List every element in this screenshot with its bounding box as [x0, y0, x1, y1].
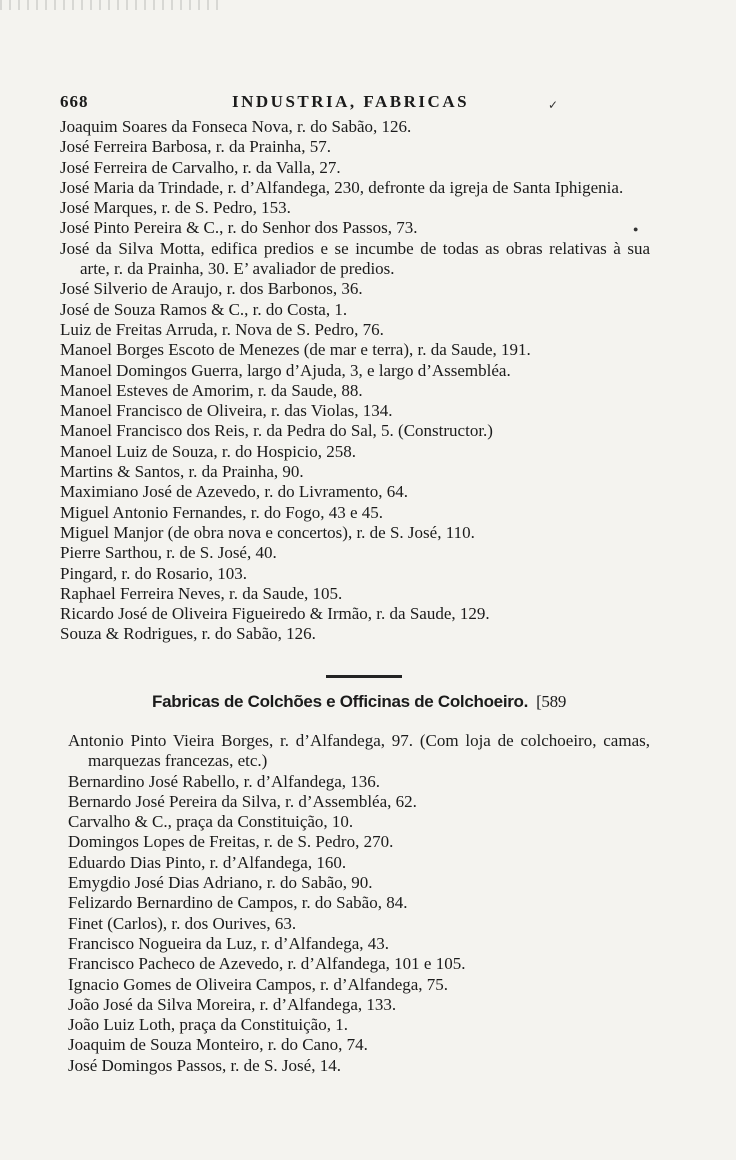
list-item: Maximiano José de Azevedo, r. do Livramento, 64.	[60, 482, 408, 502]
list-item: Miguel Antonio Fernandes, r. do Fogo, 43 e 45.	[60, 502, 383, 522]
list-item: Bernardo José Pereira da Silva, r. d’Assembléa, 62.	[68, 791, 417, 811]
list-item: José Ferreira Barbosa, r. da Prainha, 57.	[60, 137, 331, 157]
list-item: José de Souza Ramos & C., r. do Costa, 1.	[60, 299, 348, 319]
list-item: Antonio Pinto Vieira Borges, r. d’Alfandega, 97. (Com loja de colchoeiro, camas, marquezas francezas, etc.)	[68, 731, 650, 771]
list-item: Luiz de Freitas Arruda, r. Nova de S. Pedro, 76.	[60, 319, 384, 339]
list-item: Manoel Esteves de Amorim, r. da Saude, 88.	[60, 380, 363, 400]
list-item: Francisco Pacheco de Azevedo, r. d’Alfandega, 101 e 105.	[68, 954, 466, 974]
list-item: Pingard, r. do Rosario, 103.	[60, 563, 247, 583]
list-item: Joaquim de Souza Monteiro, r. do Cano, 74.	[68, 1035, 368, 1055]
section-title: Fabricas de Colchões e Officinas de Colchoeiro.	[152, 692, 529, 711]
list-item: Eduardo Dias Pinto, r. d’Alfandega, 160.	[68, 852, 347, 872]
scan-edge-marks	[0, 0, 220, 10]
directory-list-mattress-makers	[68, 731, 650, 1076]
running-title: INDUSTRIA, FABRICAS	[232, 92, 470, 111]
list-item: Pierre Sarthou, r. de S. José, 40.	[60, 543, 277, 563]
page-reference: [589	[536, 692, 567, 711]
list-item: Manoel Domingos Guerra, largo d’Ajuda, 3, e largo d’Assembléa.	[60, 360, 511, 380]
directory-list-builders	[60, 117, 650, 645]
list-item: Bernardino José Rabello, r. d’Alfandega, 136.	[68, 771, 381, 791]
list-item: Souza & Rodrigues, r. do Sabão, 126.	[60, 624, 316, 644]
list-item: Emygdio José Dias Adriano, r. do Sabão, 90.	[68, 873, 373, 893]
list-item: Manoel Francisco de Oliveira, r. das Violas, 134.	[60, 401, 393, 421]
section-divider	[326, 675, 402, 678]
list-item: Manoel Borges Escoto de Menezes (de mar e terra), r. da Saude, 191.	[60, 340, 531, 360]
list-item: José Domingos Passos, r. de S. José, 14.	[68, 1055, 341, 1075]
stray-print-mark: ✓	[548, 98, 559, 112]
page-number: 668	[60, 92, 89, 111]
list-item: Raphael Ferreira Neves, r. da Saude, 105.	[60, 583, 343, 603]
list-item: Carvalho & C., praça da Constituição, 10.	[68, 812, 354, 832]
list-item: Manoel Luiz de Souza, r. do Hospicio, 258.	[60, 441, 357, 461]
list-item: Martins & Santos, r. da Prainha, 90.	[60, 462, 304, 482]
list-item: Manoel Francisco dos Reis, r. da Pedra do Sal, 5. (Constructor.)	[60, 421, 493, 441]
list-item: Finet (Carlos), r. dos Ourives, 63.	[68, 913, 297, 933]
list-item: Francisco Nogueira da Luz, r. d’Alfandega, 43.	[68, 933, 389, 953]
list-item: Felizardo Bernardino de Campos, r. do Sabão, 84.	[68, 893, 408, 913]
list-item: José Marques, r. de S. Pedro, 153.	[60, 198, 291, 218]
list-item: Miguel Manjor (de obra nova e concertos), r. de S. José, 110.	[60, 522, 475, 542]
list-item: Joaquim Soares da Fonseca Nova, r. do Sabão, 126.	[60, 117, 412, 136]
list-item: José Maria da Trindade, r. d’Alfandega, 230, defronte da igreja de Santa Iphigenia.	[60, 177, 624, 197]
list-item: José Ferreira de Carvalho, r. da Valla, 27.	[60, 157, 341, 177]
list-item: João Luiz Loth, praça da Constituição, 1.	[68, 1015, 348, 1035]
list-item: José da Silva Motta, edifica predios e se incumbe de todas as obras relativas à sua arte, r. da Prainha, 30. E’ avaliador de predios.	[60, 238, 650, 279]
list-item: Ricardo José de Oliveira Figueiredo & Irmão, r. da Saude, 129.	[60, 604, 490, 624]
list-item: Domingos Lopes de Freitas, r. de S. Pedro, 270.	[68, 832, 394, 852]
list-item: João José da Silva Moreira, r. d’Alfandega, 133.	[68, 994, 397, 1014]
section-heading	[152, 692, 652, 712]
list-item: José Pinto Pereira & C., r. do Senhor dos Passos, 73.	[60, 218, 418, 238]
list-item: José Silverio de Araujo, r. dos Barbonos, 36.	[60, 279, 363, 299]
list-item: Ignacio Gomes de Oliveira Campos, r. d’Alfandega, 75.	[68, 974, 449, 994]
stray-print-mark: ●	[633, 224, 639, 234]
